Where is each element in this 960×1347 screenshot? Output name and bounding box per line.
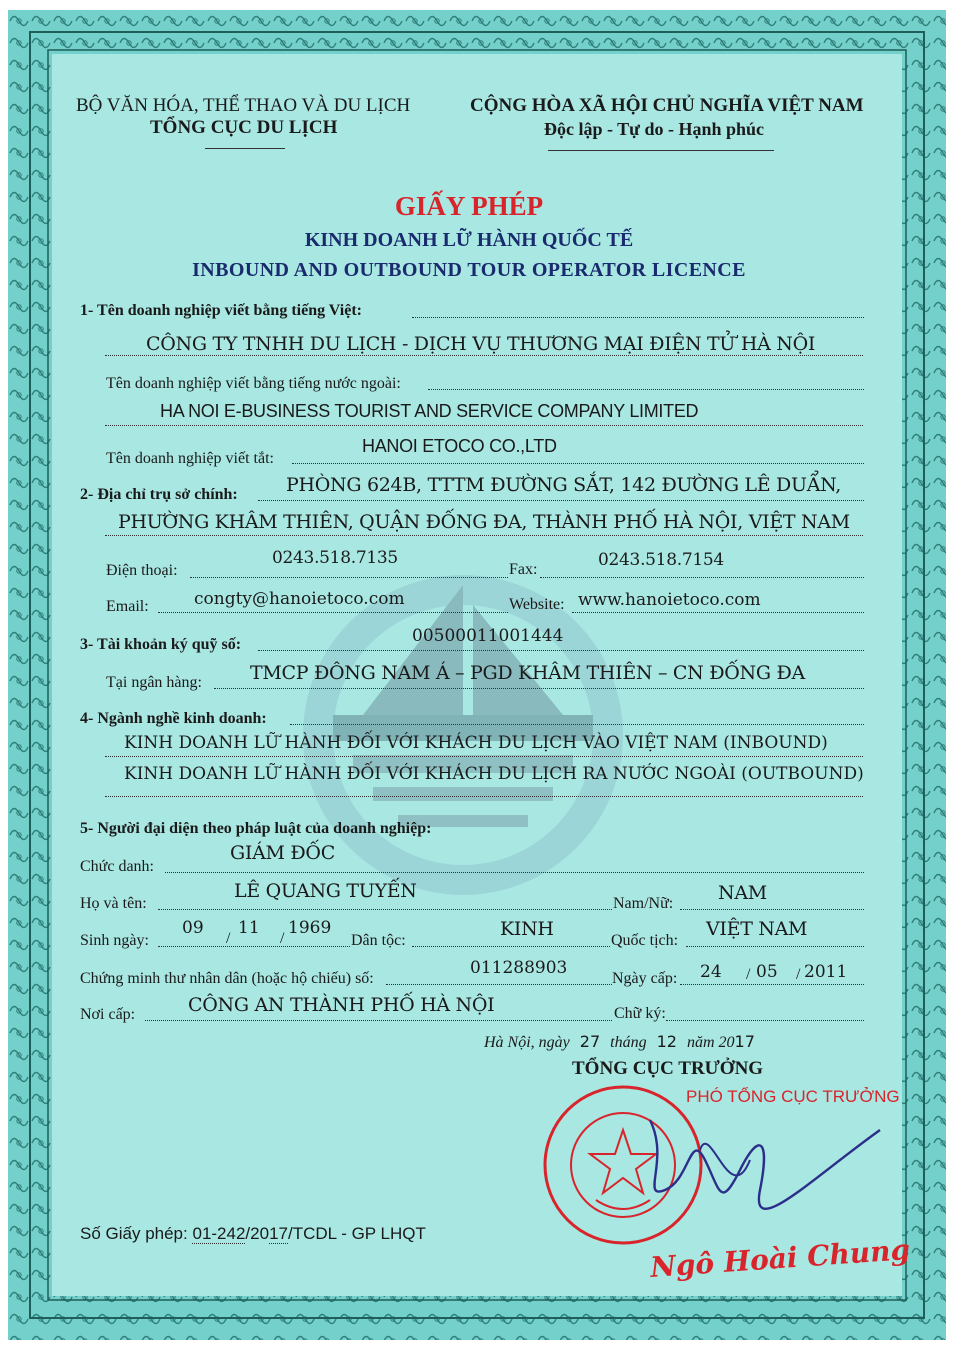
name-label: Họ và tên: (80, 895, 147, 912)
section4-dots (290, 724, 864, 725)
deputy-title: PHÓ TỔNG CỤC TRƯỞNG (686, 1087, 900, 1106)
national-motto: Độc lập - Tự do - Hạnh phúc (544, 119, 765, 139)
bank-dots (214, 688, 864, 689)
signature-dots (666, 1020, 864, 1021)
issue-date-dots (680, 984, 864, 985)
section1-label: 1- Tên doanh nghiệp viết bằng tiếng Việt: (80, 302, 362, 319)
dob-dots (158, 946, 350, 947)
dob-day: 09 (182, 918, 204, 938)
address-line1-dots (258, 500, 864, 501)
licence-year: 17 (269, 1224, 288, 1243)
address-line2-dots (105, 535, 863, 536)
licence-number (80, 1224, 426, 1244)
year-word: năm 20 (686, 1034, 735, 1051)
business-line-inbound: KINH DOANH LỮ HÀNH ĐỐI VỚI KHÁCH DU LỊCH VÀO VIỆT NAM (INBOUND) (124, 733, 828, 753)
licence-prefix: 01-242 (192, 1224, 246, 1243)
email-dots (158, 612, 508, 613)
fax-label: Fax: (509, 561, 538, 578)
dob-sep2: / (280, 930, 285, 947)
handwritten-signature (610, 1100, 890, 1230)
licence-label: Số Giấy phép: (80, 1224, 188, 1243)
issue-day: 24 (700, 962, 722, 982)
phone-dots (190, 577, 508, 578)
issue-year: 2011 (804, 962, 848, 982)
issue-date-label: Ngày cấp: (612, 970, 678, 987)
address-line2: PHƯỜNG KHÂM THIÊN, QUẬN ĐỐNG ĐA, THÀNH PHỐ HÀ NỘI, VIỆT NAM (118, 511, 850, 533)
website-dots (572, 612, 864, 613)
signing-day: 27 (579, 1032, 601, 1051)
dob-sep1: / (226, 930, 231, 947)
phone-value: 0243.518.7135 (272, 548, 398, 568)
issue-sep1: / (746, 966, 751, 983)
signing-year: 17 (734, 1032, 755, 1051)
outbound-dots (105, 796, 863, 797)
company-abbr: HANOI ETOCO CO.,LTD (362, 436, 557, 456)
position-label: Chức danh: (80, 858, 154, 875)
issue-month: 05 (756, 962, 778, 982)
gender-label: Nam/Nữ: (613, 895, 674, 912)
section4-label: 4- Ngành nghề kinh doanh: (80, 710, 267, 727)
signature-label: Chữ ký: (614, 1005, 666, 1022)
dob-label: Sinh ngày: (80, 932, 149, 949)
place-label: Nơi cấp: (80, 1006, 136, 1023)
dob-month: 11 (238, 918, 260, 938)
company-name-vi-dots (105, 355, 863, 356)
email-label: Email: (106, 598, 149, 615)
id-number: 011288903 (470, 958, 568, 978)
website-label: Website: (509, 596, 565, 613)
section3-label: 3- Tài khoản ký quỹ số: (80, 636, 242, 653)
signer-name: Ngô Hoài Chung (649, 1232, 912, 1285)
signing-place-date (484, 1032, 755, 1052)
month-word: tháng (610, 1034, 647, 1051)
section1-dots (412, 317, 864, 318)
nationality-label: Quốc tịch: (611, 932, 679, 949)
issuing-authority: CÔNG AN THÀNH PHỐ HÀ NỘI (188, 994, 495, 1016)
id-dots (386, 984, 612, 985)
place-dots (145, 1020, 612, 1021)
foreign-name-label: Tên doanh nghiệp viết bằng tiếng nước ngoài: (106, 375, 401, 392)
foreign-name-dots (428, 389, 864, 390)
licence-type-vi: KINH DOANH LỮ HÀNH QUỐC TẾ (304, 229, 634, 251)
place-date-prefix: Hà Nội, ngày (484, 1034, 570, 1051)
fax-dots (540, 577, 864, 578)
business-line-outbound: KINH DOANH LỮ HÀNH ĐỐI VỚI KHÁCH DU LỊCH RA NƯỚC NGOÀI (OUTBOUND) (124, 764, 864, 784)
website-value: www.hanoietoco.com (578, 590, 761, 610)
dob-year: 1969 (288, 918, 332, 938)
office-title: TỔNG CỤC TRƯỞNG (572, 1058, 764, 1079)
company-name-en-dots (105, 425, 863, 426)
ethnic-label: Dân tộc: (351, 932, 406, 949)
department-underline (205, 148, 285, 149)
company-name-vi: CÔNG TY TNHH DU LỊCH - DỊCH VỤ THƯƠNG MẠI ĐIỆN TỬ HÀ NỘI (146, 333, 816, 355)
representative-position: GIÁM ĐỐC (230, 842, 335, 864)
ethnic-dots (412, 946, 610, 947)
licence-mid: /20 (245, 1224, 270, 1243)
company-name-en: HA NOI E-BUSINESS TOURIST AND SERVICE COMPANY LIMITED (160, 401, 699, 421)
nationality-dots (686, 946, 864, 947)
republic-name: CỘNG HÒA XÃ HỘI CHỦ NGHĨA VIỆT NAM (470, 95, 864, 116)
position-dots (165, 872, 864, 873)
gender-dots (680, 909, 864, 910)
inbound-dots (105, 756, 863, 757)
deposit-account-number: 00500011001444 (412, 626, 564, 646)
ethnicity: KINH (500, 918, 554, 940)
issue-sep2: / (796, 966, 801, 983)
name-dots (158, 909, 612, 910)
department-name: TỔNG CỤC DU LỊCH (150, 117, 338, 138)
email-value: congty@hanoietoco.com (194, 589, 405, 609)
document-title: GIẤY PHÉP (394, 191, 544, 221)
signing-month: 12 (656, 1032, 677, 1051)
section2-label: 2- Địa chỉ trụ sở chính: (80, 486, 238, 503)
nationality: VIỆT NAM (706, 918, 808, 940)
address-line1: PHÒNG 624B, TTTM ĐƯỜNG SẮT, 142 ĐƯỜNG LÊ DUẨN, (286, 474, 841, 496)
bank-label: Tại ngân hàng: (106, 674, 202, 691)
abbr-dots (292, 463, 864, 464)
bank-name: TMCP ĐÔNG NAM Á – PGD KHÂM THIÊN – CN ĐỐNG ĐA (250, 662, 805, 684)
motto-underline (548, 150, 774, 151)
licence-type-en: INBOUND AND OUTBOUND TOUR OPERATOR LICENCE (192, 259, 746, 281)
phone-label: Điện thoại: (106, 562, 178, 579)
ministry-name: BỘ VĂN HÓA, THỂ THAO VÀ DU LỊCH (76, 95, 411, 116)
account-dots (258, 650, 864, 651)
fax-value: 0243.518.7154 (598, 550, 724, 570)
id-label: Chứng minh thư nhân dân (hoặc hộ chiếu) số: (80, 970, 374, 987)
representative-gender: NAM (718, 882, 767, 904)
abbr-label: Tên doanh nghiệp viết tắt: (106, 450, 274, 467)
representative-name: LÊ QUANG TUYẾN (234, 880, 417, 902)
licence-suffix: /TCDL - GP LHQT (287, 1224, 426, 1243)
section5-label: 5- Người đại diện theo pháp luật của doanh nghiệp: (80, 820, 432, 837)
